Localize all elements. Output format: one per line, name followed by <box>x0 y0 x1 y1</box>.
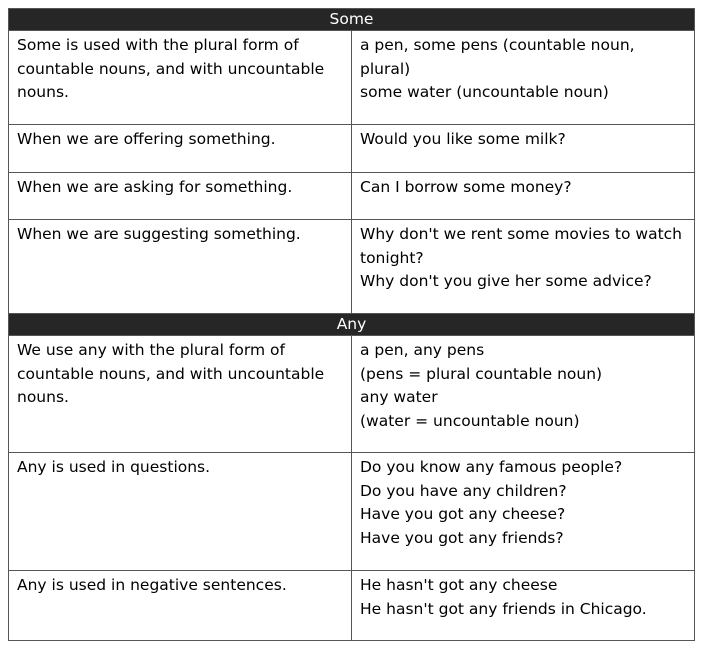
example-text: a pen, some pens (countable noun, <box>360 36 635 54</box>
table-row <box>9 453 695 571</box>
example-text: Can I borrow some money? <box>360 178 572 196</box>
example-cell <box>352 173 695 220</box>
section-header-some <box>9 9 695 31</box>
example-cell <box>352 336 695 453</box>
section-title: Some <box>9 9 695 31</box>
rule-text: We use any with the plural form of <box>17 341 285 359</box>
example-text: Why don't you give her some advice? <box>360 272 652 290</box>
rule-cell <box>9 453 352 571</box>
example-text: some water (uncountable noun) <box>360 83 609 101</box>
example-text: Have you got any friends? <box>360 528 564 547</box>
table-row <box>9 571 695 641</box>
rule-cell <box>9 173 352 220</box>
rule-text: Any is used in questions. <box>17 458 211 476</box>
example-cell <box>352 220 695 314</box>
rule-text: nouns. <box>17 388 69 406</box>
example-cell <box>352 31 695 125</box>
example-text: a pen, any pens <box>360 341 485 359</box>
example-cell <box>352 571 695 641</box>
rule-text: Any is used in negative sentences. <box>17 576 287 594</box>
section-title: Any <box>9 314 695 336</box>
example-text: plural) <box>360 59 411 78</box>
example-text: Would you like some milk? <box>360 130 566 148</box>
grammar-table <box>8 8 695 641</box>
example-text: (pens = plural countable noun) <box>360 364 603 383</box>
example-text: Do you know any famous people? <box>360 458 623 476</box>
example-text: He hasn't got any cheese <box>360 576 558 594</box>
example-cell <box>352 453 695 571</box>
example-text: Why don't we rent some movies to watch <box>360 225 683 243</box>
section-header-any <box>9 314 695 336</box>
rule-text: When we are asking for something. <box>17 178 293 196</box>
rule-text: When we are suggesting something. <box>17 225 301 243</box>
rule-text: nouns. <box>17 83 69 101</box>
example-text: any water <box>360 388 438 406</box>
example-text: (water = uncountable noun) <box>360 411 580 430</box>
example-text: tonight? <box>360 248 424 267</box>
rule-cell <box>9 31 352 125</box>
rule-text: Some is used with the plural form of <box>17 36 299 54</box>
rule-cell <box>9 220 352 314</box>
rule-text: countable nouns, and with uncountable <box>17 364 325 383</box>
table-row <box>9 31 695 125</box>
table-row <box>9 220 695 314</box>
example-text: Have you got any cheese? <box>360 505 566 523</box>
example-cell <box>352 125 695 173</box>
example-text: He hasn't got any friends in Chicago. <box>360 599 647 618</box>
table-row <box>9 125 695 173</box>
rule-text: When we are offering something. <box>17 130 276 148</box>
rule-cell <box>9 125 352 173</box>
rule-cell <box>9 571 352 641</box>
rule-cell <box>9 336 352 453</box>
table-row <box>9 173 695 220</box>
table-row <box>9 336 695 453</box>
rule-text: countable nouns, and with uncountable <box>17 59 325 78</box>
example-text: Do you have any children? <box>360 481 567 500</box>
